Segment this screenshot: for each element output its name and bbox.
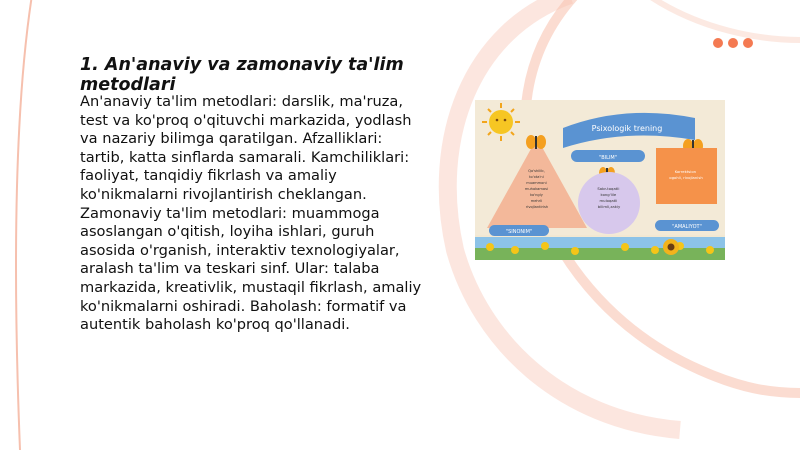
svg-text:Sabr-toqatli kong'lile [597, 186, 621, 209]
slide-body-text: An'anaviy ta'lim metodlari: darslik, ma'ruza, test va ko'proq o'qituvchi markazida, yodlash va nazariy bilimga qaratilgan. Afzalliklari: tartib, katta sinflarda samarali. Kamchiliklari: faoliyat, tanqidiy fikrlash va amaliy ko'nikmalarni rivojlantirish cheklangan. Zamonaviy ta'lim metodlari: muammoga asoslangan o'qitish, loyiha ishlari, guruh asosida o'rganish, interaktiv texnologiyalar, aralash ta'lim va teskari sinf. Ular: talaba markazida, kreativlik, mustaqil fikrlash, amaliy ko'nikmalarni oshiradi. Baholash: formatif va autentik baholash ko'proq qo'llanadi. [80, 93, 422, 334]
menu-dots [713, 38, 753, 48]
triangle-line: muhokamasi [524, 187, 548, 191]
circle-line: bilimli,zakiy [597, 204, 621, 209]
triangle-line: to'xta'ni [529, 175, 544, 179]
circle-line: Sabr-toqatli [597, 186, 620, 191]
triangle-line: muammoni [526, 181, 547, 185]
sinonim-label: "SINONIM" [505, 229, 533, 235]
training-illustration [475, 100, 725, 260]
orange-box-line: ogohli, rivojlanish [669, 175, 703, 180]
triangle-line: Qo'shilib, [528, 169, 545, 173]
slide-title: 1. An'anaviy va zamonaviy ta'lim metodlari [80, 55, 404, 95]
orange-box-line: Korrektsion [674, 169, 697, 174]
circle-line: muloqatli [599, 198, 618, 203]
triangle-line: mehrli [530, 199, 543, 203]
triangle-line: rivojlantirish [525, 205, 549, 209]
triangle-line: ko'ngly [530, 193, 543, 197]
dot-icon [743, 38, 753, 48]
circle-line: kong'lile [600, 192, 617, 197]
bilim-label: "BILIM" [598, 155, 618, 161]
butterfly-icon [526, 135, 546, 149]
dot-icon [713, 38, 723, 48]
amaliyot-label: "AMALIYOT" [672, 224, 702, 230]
dot-icon [728, 38, 738, 48]
banner-title: Psixologik trening [591, 124, 663, 133]
